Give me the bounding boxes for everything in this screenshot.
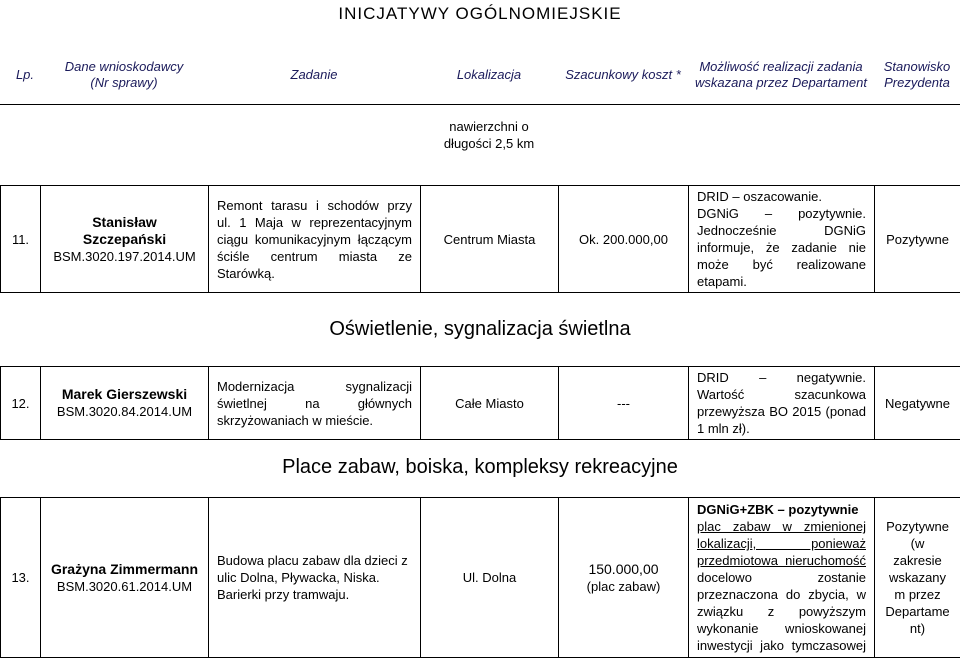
task-cell [209,498,421,658]
applicant-cell [41,498,209,658]
task-line: Budowa placu zabaw dla dzieci z [217,552,412,569]
task-line: Barierki przy tramwaju. [217,586,412,603]
position-line: Pozytywne [883,518,952,535]
possibility-line: DGNiG+ZBK – pozytywnie [697,501,866,518]
position-line: wskazany [883,569,952,586]
possibility-line: przedmiotowa nieruchomość [697,552,866,569]
case-number: BSM.3020.84.2014.UM [57,404,192,419]
applicant-name: Marek Gierszewski [62,386,187,402]
document-title: INICJATYWY OGÓLNOMIEJSKIE [0,4,960,24]
possibility-line: 1 mln zł). [697,420,866,437]
header-applicant-line2: (Nr sprawy) [65,75,184,91]
position-line: nt) [883,620,952,637]
task-line: ściśle centrum miasta ze [217,248,412,265]
possibility-line: przewyższa BO 2015 (ponad [697,403,866,420]
position-cell [875,498,960,658]
possibility-line: DRID – oszacowanie. [697,188,866,205]
location-cell: Ul. Dolna [421,498,559,658]
task-line: Modernizacja sygnalizacji [217,378,412,395]
applicant-cell [41,186,209,293]
header-applicant-line1: Dane wnioskodawcy [65,59,184,75]
position-line: Departame [883,603,952,620]
applicant-name: Stanisław Szczepański [83,214,166,247]
possibility-line: DRID – negatywnie. [697,369,866,386]
cost-note: (plac zabaw) [567,578,680,595]
possibility-line: plac zabaw w zmienionej [697,518,866,535]
position-cell: Pozytywne [875,186,960,293]
possibility-line: wykonanie wnioskowanej [697,620,866,637]
task-line: ul. 1 Maja w reprezentacyjnym [217,214,412,231]
task-line: ciągu komunikacyjnym łączącym [217,231,412,248]
header-applicant [50,46,198,104]
header-possibility-line2: wskazana przez Departament [695,75,867,91]
position-line: m przez [883,586,952,603]
header-position-line2: Prezydenta [884,75,950,91]
possibility-cell [689,367,875,440]
row-lp: 13. [1,498,41,658]
section-heading-lighting: Oświetlenie, sygnalizacja świetlna [0,318,960,341]
possibility-line: przeznaczona do zbycia, w [697,586,866,603]
position-line: (w [883,535,952,552]
location-cell: Centrum Miasta [421,186,559,293]
task-cell [209,367,421,440]
header-position-line1: Stanowisko [884,59,950,75]
header-possibility [688,46,874,104]
case-number: BSM.3020.61.2014.UM [57,579,192,594]
task-line: ulic Dolna, Pływacka, Niska. [217,569,412,586]
applicant-cell [41,367,209,440]
possibility-line: Wartość szacunkowa [697,386,866,403]
table-row-11 [0,185,960,293]
fragment-line: długości 2,5 km [420,135,558,152]
location-cell: Całe Miasto [421,367,559,440]
header-possibility-line1: Możliwość realizacji zadania [695,59,867,75]
case-number: BSM.3020.197.2014.UM [53,249,195,264]
possibility-cell [689,498,875,658]
table-header [0,46,960,105]
task-line: świetlnej na głównych [217,395,412,412]
possibility-line: inwestycji jako tymczasowej [697,637,866,654]
position-cell: Negatywne [875,367,960,440]
table-row-13 [0,497,960,658]
header-task: Zadanie [208,46,420,104]
header-location: Lokalizacja [420,46,558,104]
applicant-name: Grażyna Zimmermann [51,561,198,577]
task-line: Remont tarasu i schodów przy [217,197,412,214]
fragment-line: nawierzchni o [420,118,558,135]
possibility-line: etapami. [697,273,866,290]
possibility-line: informuje, że zadanie nie [697,239,866,256]
cost-cell [559,498,689,658]
cost-cell: --- [559,367,689,440]
possibility-line: Jednocześnie DGNiG [697,222,866,239]
continued-cell-fragment [420,118,558,152]
possibility-cell [689,186,875,293]
task-line: skrzyżowaniach w mieście. [217,412,412,429]
task-line: Starówką. [217,265,412,282]
task-cell [209,186,421,293]
header-lp: Lp. [0,46,50,104]
table-row-12 [0,366,960,440]
row-lp: 12. [1,367,41,440]
possibility-line: może być realizowane [697,256,866,273]
possibility-line: lokalizacji, ponieważ [697,535,866,552]
row-lp: 11. [1,186,41,293]
header-position [874,46,960,104]
section-heading-playgrounds: Place zabaw, boiska, kompleksy rekreacyjne [0,456,960,479]
cost-cell: Ok. 200.000,00 [559,186,689,293]
position-line: zakresie [883,552,952,569]
cost-value: 150.000,00 [567,561,680,578]
possibility-line: DGNiG – pozytywnie. [697,205,866,222]
possibility-line: związku z powyższym [697,603,866,620]
header-cost: Szacunkowy koszt * [558,46,688,104]
possibility-line: docelowo zostanie [697,569,866,586]
